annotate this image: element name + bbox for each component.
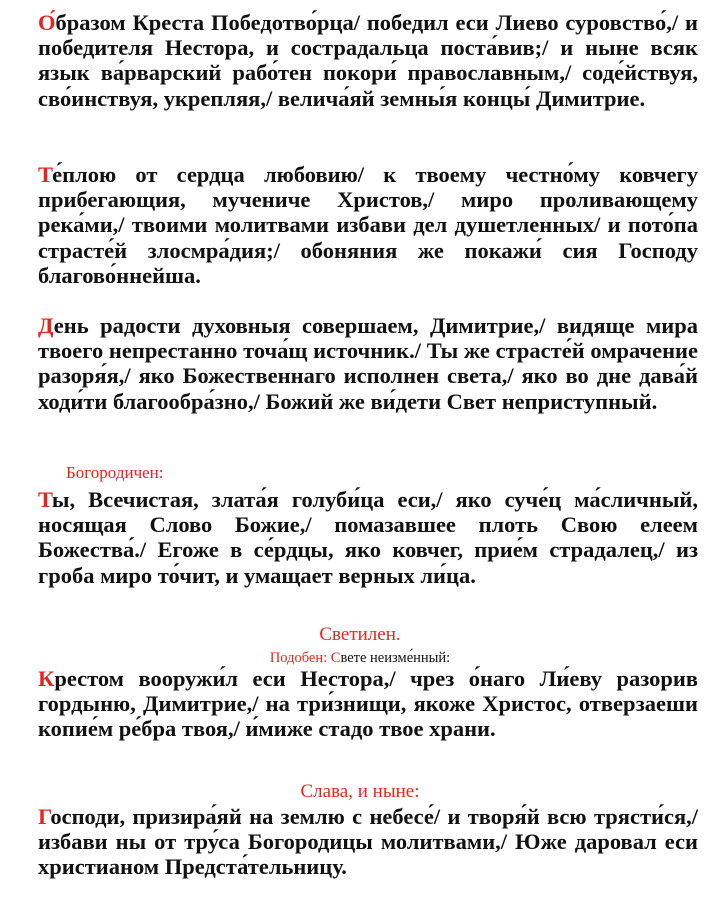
podoben-prefix: Подобен: <box>269 650 331 666</box>
theotokion <box>38 487 698 588</box>
slava-text: осподи, призира́яй на землю с небесе́/ и творя́й всю трясти́ся,/ избави ны от тру́са Богородицы молитвами,/ Юже даровал еси христианом Предста́тельницу. <box>38 804 698 880</box>
svetilen-text: рестом вооружи́л еси Нестора,/ чрез о́наго Ли́еву разорив гордыню, Димитрие,/ на три́знищи, якоже Христос, отверзаеши копие́м ре́бра твоя,/ и́миже стадо твое храни. <box>38 666 698 742</box>
svetilen-title: Светилен. <box>319 624 401 645</box>
podoben-initial: С <box>330 650 341 666</box>
troparion-text: е́плою от сердца любовию/ к твоему честно́му ковчегу прибегающия, мучениче Христов,/ миро проливающему река́ми,/ твоими молитвами избави дел душетленных/ и пото́па страсте́й злосмра́дия;/ обоняния же покажи́ сия Господу благово́ннейша. <box>38 162 698 288</box>
podoben-text: вете неизме́нный: <box>340 650 451 666</box>
drop-initial: К <box>38 666 55 691</box>
troparion-text: ень радости духовныя совершаем, Димитрие,/ видяще мира твоего непрестанно точа́щ источник./ Ты же страсте́й омрачение разоря́я,/ яко Божественнаго исполнен света,/ яко во дне дава́й ходи́ти благообра́зно,/ Божий же ви́дети Свет неприступный. <box>38 313 698 414</box>
theotokion-text: ы, Всечистая, злата́я голуби́ца еси,/ яко суче́ц ма́сличный, носящая Слово Божие,/ помазавшее плоть Свою елеем Божества́./ Егоже в се́рдцы, яко ковчег, прие́м страдалец,/ из гроба миро то́чит, и умащает верных ли́ца. <box>38 487 698 588</box>
troparion-2 <box>38 162 698 288</box>
troparion-text: бразом Креста Победотво́рца/ победил еси Лиево суровство́,/ и победителя Нестора, и сострадальца поста́вив;/ и ныне всяк язык ва́рварский рабо́тен покори́ православным,/ соде́йствуя, сво́инствуя, укрепляя,/ велича́яй земны́я концы́ Димитрие. <box>38 10 698 111</box>
drop-initial: О́ <box>38 10 56 35</box>
podoben-label <box>0 650 720 667</box>
drop-initial: Г <box>38 804 51 829</box>
svetilen <box>38 666 698 742</box>
slava-text-block <box>38 804 698 880</box>
troparion-1 <box>38 10 698 111</box>
troparion-3 <box>38 313 698 414</box>
drop-initial: Д <box>38 313 54 338</box>
theotokion-label: Богородичен: <box>66 463 164 482</box>
drop-initial: Т <box>38 487 52 512</box>
drop-initial: Т <box>38 162 53 187</box>
slava-label: Слава, и ныне: <box>300 781 420 802</box>
